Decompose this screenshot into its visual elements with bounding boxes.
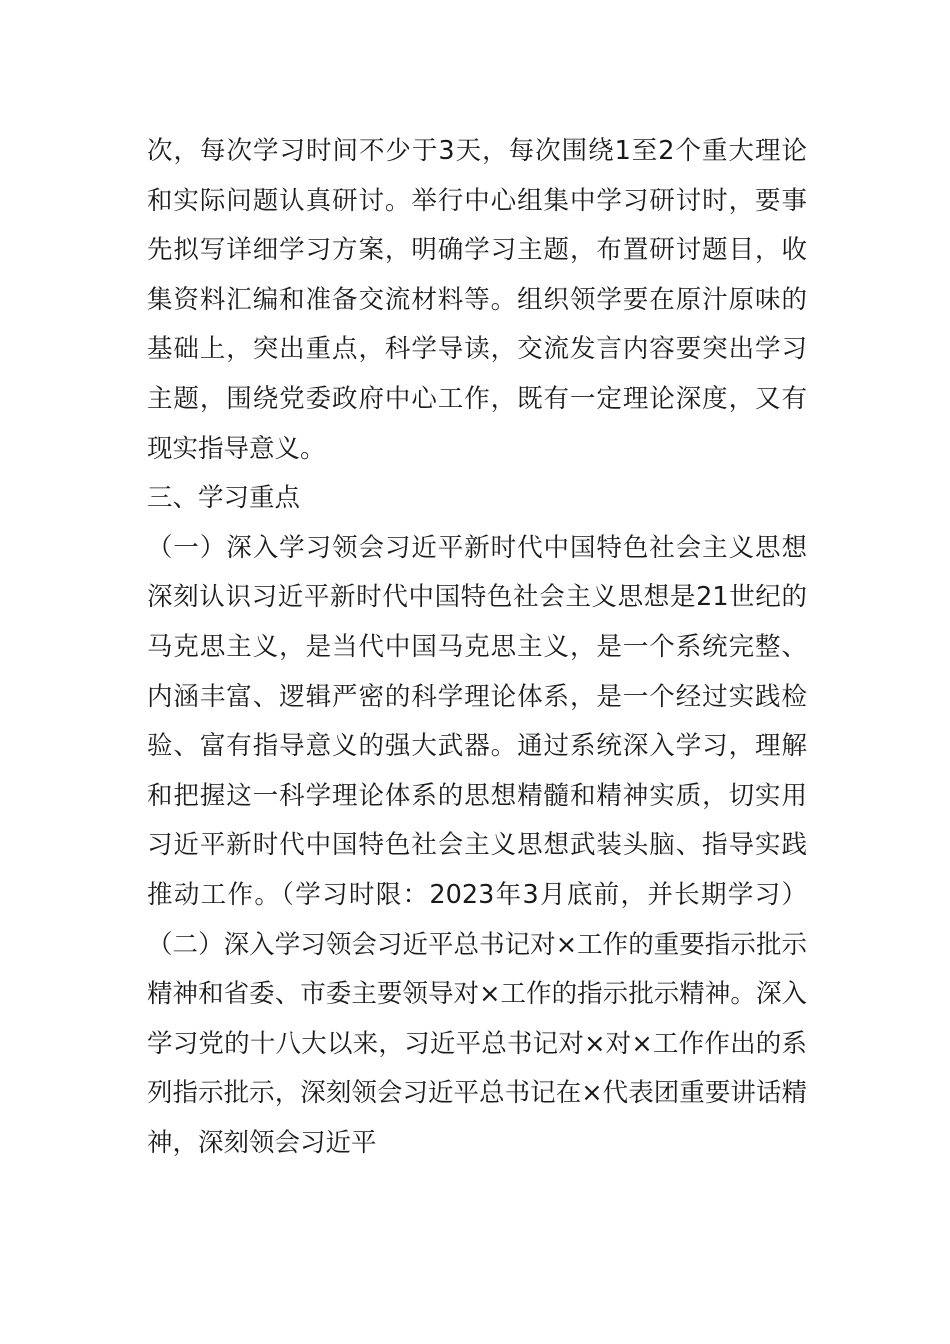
text-line: 主题，围绕党委政府中心工作，既有一定理论深度，又有: [147, 383, 807, 414]
text-line: 次，每次学习时间不少于3天，每次围绕1至2个重大理论: [147, 136, 807, 166]
text-line: 和把握这一科学理论体系的思想精髓和精神实质，切实用: [147, 780, 807, 811]
text-line: 推动工作。（学习时限：2023年3月底前，并长期学习）: [147, 879, 807, 910]
text-line: 和实际问题认真研讨。举行中心组集中学习研讨时，要事: [147, 185, 807, 216]
text-line: 基础上，突出重点，科学导读，交流发言内容要突出学习: [147, 334, 807, 365]
text-line: 马克思主义，是当代中国马克思主义，是一个系统完整、: [147, 631, 807, 662]
text-line: 神，深刻领会习近平: [147, 1127, 377, 1158]
text-line: 学习党的十八大以来，习近平总书记对×对×工作作出的系: [147, 1028, 807, 1059]
text-line: 现实指导意义。: [147, 433, 326, 464]
text-line: 习近平新时代中国特色社会主义思想武装头脑、指导实践: [147, 830, 807, 861]
text-line: 精神和省委、市委主要领导对×工作的指示批示精神。深入: [147, 979, 807, 1010]
text-line: 深刻认识习近平新时代中国特色社会主义思想是21世纪的: [147, 582, 807, 613]
text-line: 验、富有指导意义的强大武器。通过系统深入学习，理解: [147, 731, 807, 762]
section-heading: 三、学习重点: [147, 483, 301, 514]
subsection-heading: （二）深入学习领会习近平总书记对×工作的重要指示批示: [147, 929, 807, 960]
text-line: 集资料汇编和准备交流材料等。组织领学要在原汁原味的: [147, 284, 807, 315]
text-line: 列指示批示，深刻领会习近平总书记在×代表团重要讲话精: [147, 1078, 807, 1109]
body-text: [147, 127, 807, 1168]
text-line: 内涵丰富、逻辑严密的科学理论体系，是一个经过实践检: [147, 681, 807, 712]
text-line: 先拟写详细学习方案，明确学习主题，布置研讨题目，收: [147, 235, 807, 266]
subsection-heading: （一）深入学习领会习近平新时代中国特色社会主义思想: [147, 532, 807, 563]
